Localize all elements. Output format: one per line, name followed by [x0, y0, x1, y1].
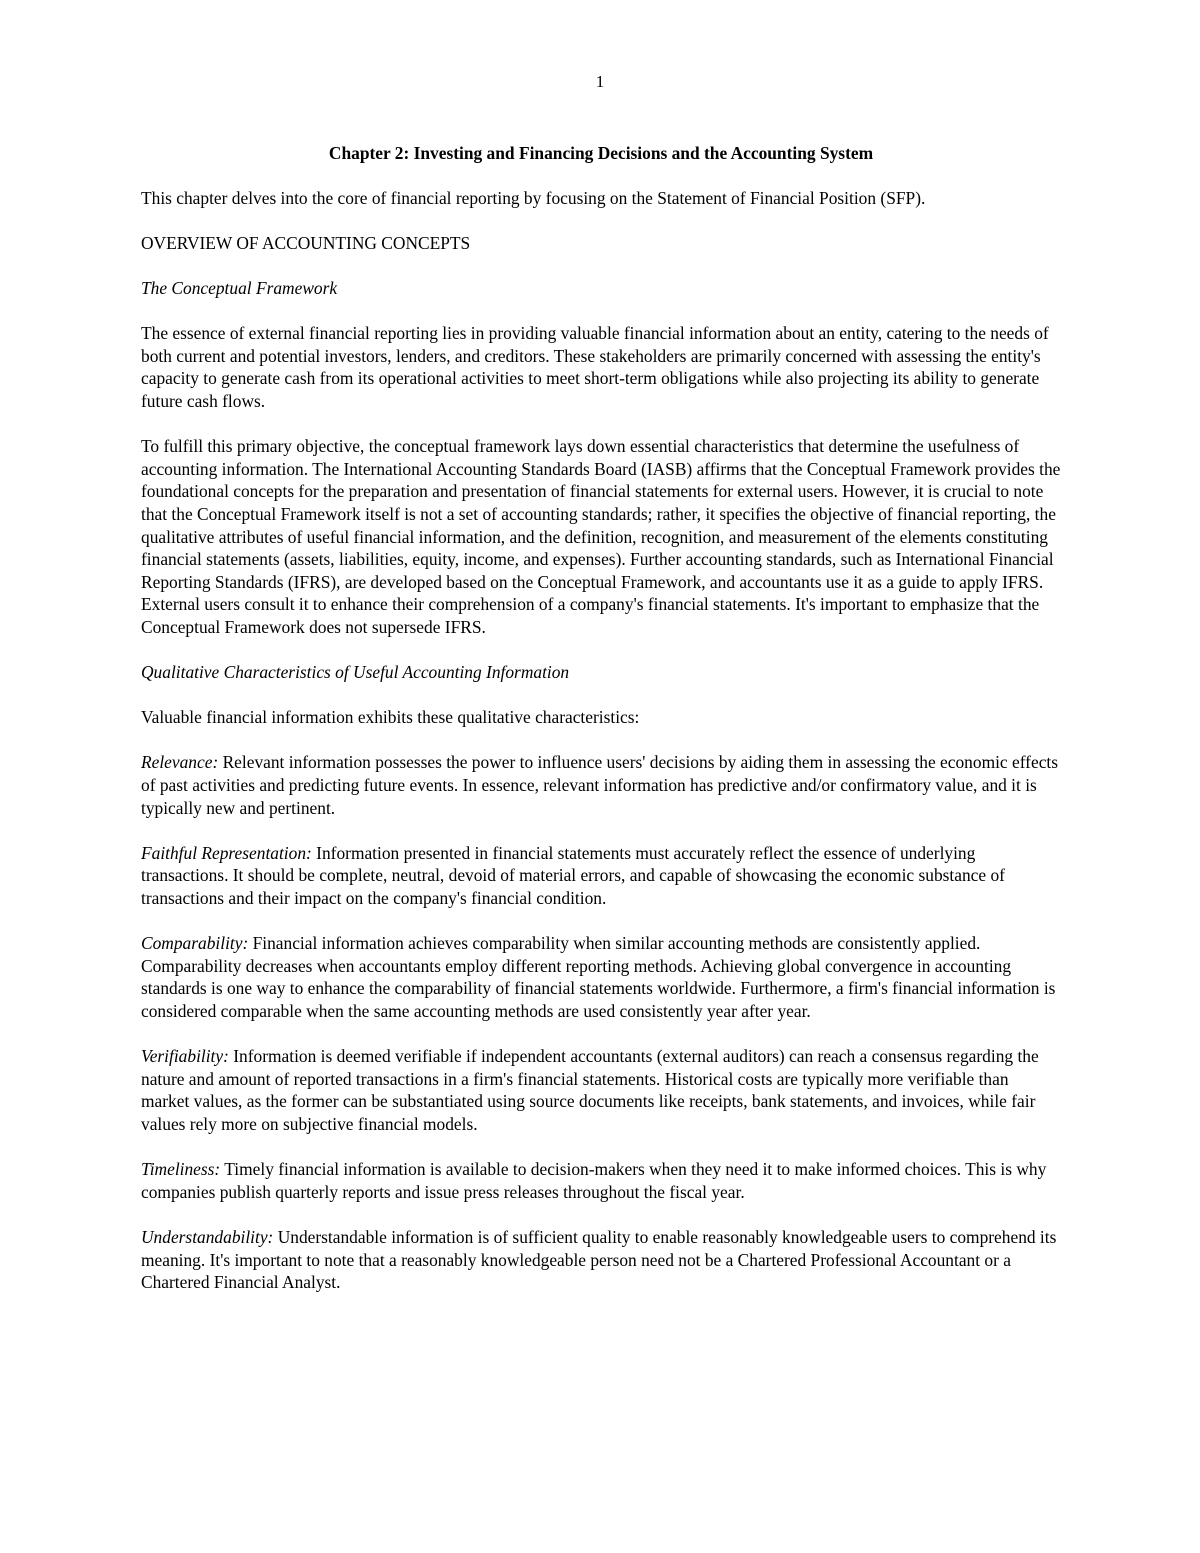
characteristic-text: Timely financial information is available to decision-makers when they need it to make informed choices. This is why companies publish quarterly reports and issue press releases throughout the fiscal year. — [141, 1159, 1047, 1202]
characteristic-timeliness — [141, 1158, 1061, 1203]
characteristic-term: Verifiability: — [141, 1046, 229, 1067]
characteristic-text: Information presented in financial statements must accurately reflect the essence of underlying transactions. It should be complete, neutral, devoid of material errors, and capable of showcasing the economic substance of transactions and their impact on the company's financial condition. — [141, 842, 1005, 908]
subheading-conceptual-framework: The Conceptual Framework — [141, 277, 338, 298]
document-body — [141, 142, 1061, 1316]
characteristic-term: Comparability: — [141, 933, 249, 954]
paragraph-objective: To fulfill this primary objective, the conceptual framework lays down essential characteristics that determine the usefulness of accounting information. The International Accounting Standards Board (IASB) affirms that the Conceptual Framework provides the foundational concepts for the preparation and presentation of financial statements for external users. However, it is crucial to note that the Conceptual Framework itself is not a set of accounting standards; rather, it specifies the objective of financial reporting, the qualitative attributes of useful financial information, and the definition, recognition, and measurement of the elements constituting financial statements (assets, liabilities, equity, income, and expenses). Further accounting standards, such as International Financial Reporting Standards (IFRS), are developed based on the Conceptual Framework, and accountants use it as a guide to apply IFRS. External users consult it to enhance their comprehension of a company's financial statements. It's important to emphasize that the Conceptual Framework does not supersede IFRS. — [141, 436, 1061, 637]
page-number: 1 — [595, 72, 605, 91]
characteristic-understandability — [141, 1226, 1061, 1294]
characteristic-term: Understandability: — [141, 1226, 274, 1247]
paragraph-essence: The essence of external financial reporting lies in providing valuable financial information about an entity, catering to the needs of both current and potential investors, lenders, and creditors. These stakeholders are primarily concerned with assessing the entity's capacity to generate cash from its operational activities to meet short-term obligations while also projecting its ability to generate future cash flows. — [141, 323, 1049, 411]
characteristic-term: Timeliness: — [141, 1159, 221, 1180]
subheading-qualitative-characteristics: Qualitative Characteristics of Useful Accounting Information — [141, 662, 570, 683]
characteristic-text: Relevant information possesses the power to influence users' decisions by aiding them in assessing the economic effects of past activities and predicting future events. In essence, relevant information has predictive and/or confirmatory value, and it is typically new and pertinent. — [141, 752, 1059, 818]
paragraph-characteristics-intro: Valuable financial information exhibits these qualitative characteristics: — [141, 707, 640, 728]
characteristic-text: Financial information achieves comparability when similar accounting methods are consistently applied. Comparability decreases when accountants employ different reporting methods. Achieving global convergence in accounting standards is one way to enhance the comparability of financial statements worldwide. Furthermore, a firm's financial information is considered comparable when the same accounting methods are used consistently year after year. — [141, 933, 1056, 1021]
characteristic-verifiability — [141, 1045, 1061, 1135]
characteristic-term: Faithful Representation: — [141, 842, 312, 863]
characteristic-term: Relevance: — [141, 752, 219, 773]
chapter-title: Chapter 2: Investing and Financing Decisions and the Accounting System — [328, 143, 874, 163]
characteristic-faithful-representation — [141, 842, 1061, 910]
intro-paragraph: This chapter delves into the core of financial reporting by focusing on the Statement of Financial Position (SFP). — [141, 187, 926, 208]
section-heading: OVERVIEW OF ACCOUNTING CONCEPTS — [141, 232, 471, 253]
characteristic-text: Information is deemed verifiable if independent accountants (external auditors) can reach a consensus regarding the nature and amount of reported transactions in a firm's financial statements. Historical costs are typically more verifiable than market values, as the former can be substantiated using source documents like receipts, bank statements, and invoices, while fair values rely more on subjective financial models. — [141, 1046, 1039, 1134]
characteristic-comparability — [141, 932, 1061, 1022]
characteristic-relevance — [141, 751, 1061, 819]
characteristic-text: Understandable information is of sufficient quality to enable reasonably knowledgeable users to comprehend its meaning. It's important to note that a reasonably knowledgeable person need not be a Chartered Professional Accountant or a Chartered Financial Analyst. — [141, 1226, 1057, 1293]
